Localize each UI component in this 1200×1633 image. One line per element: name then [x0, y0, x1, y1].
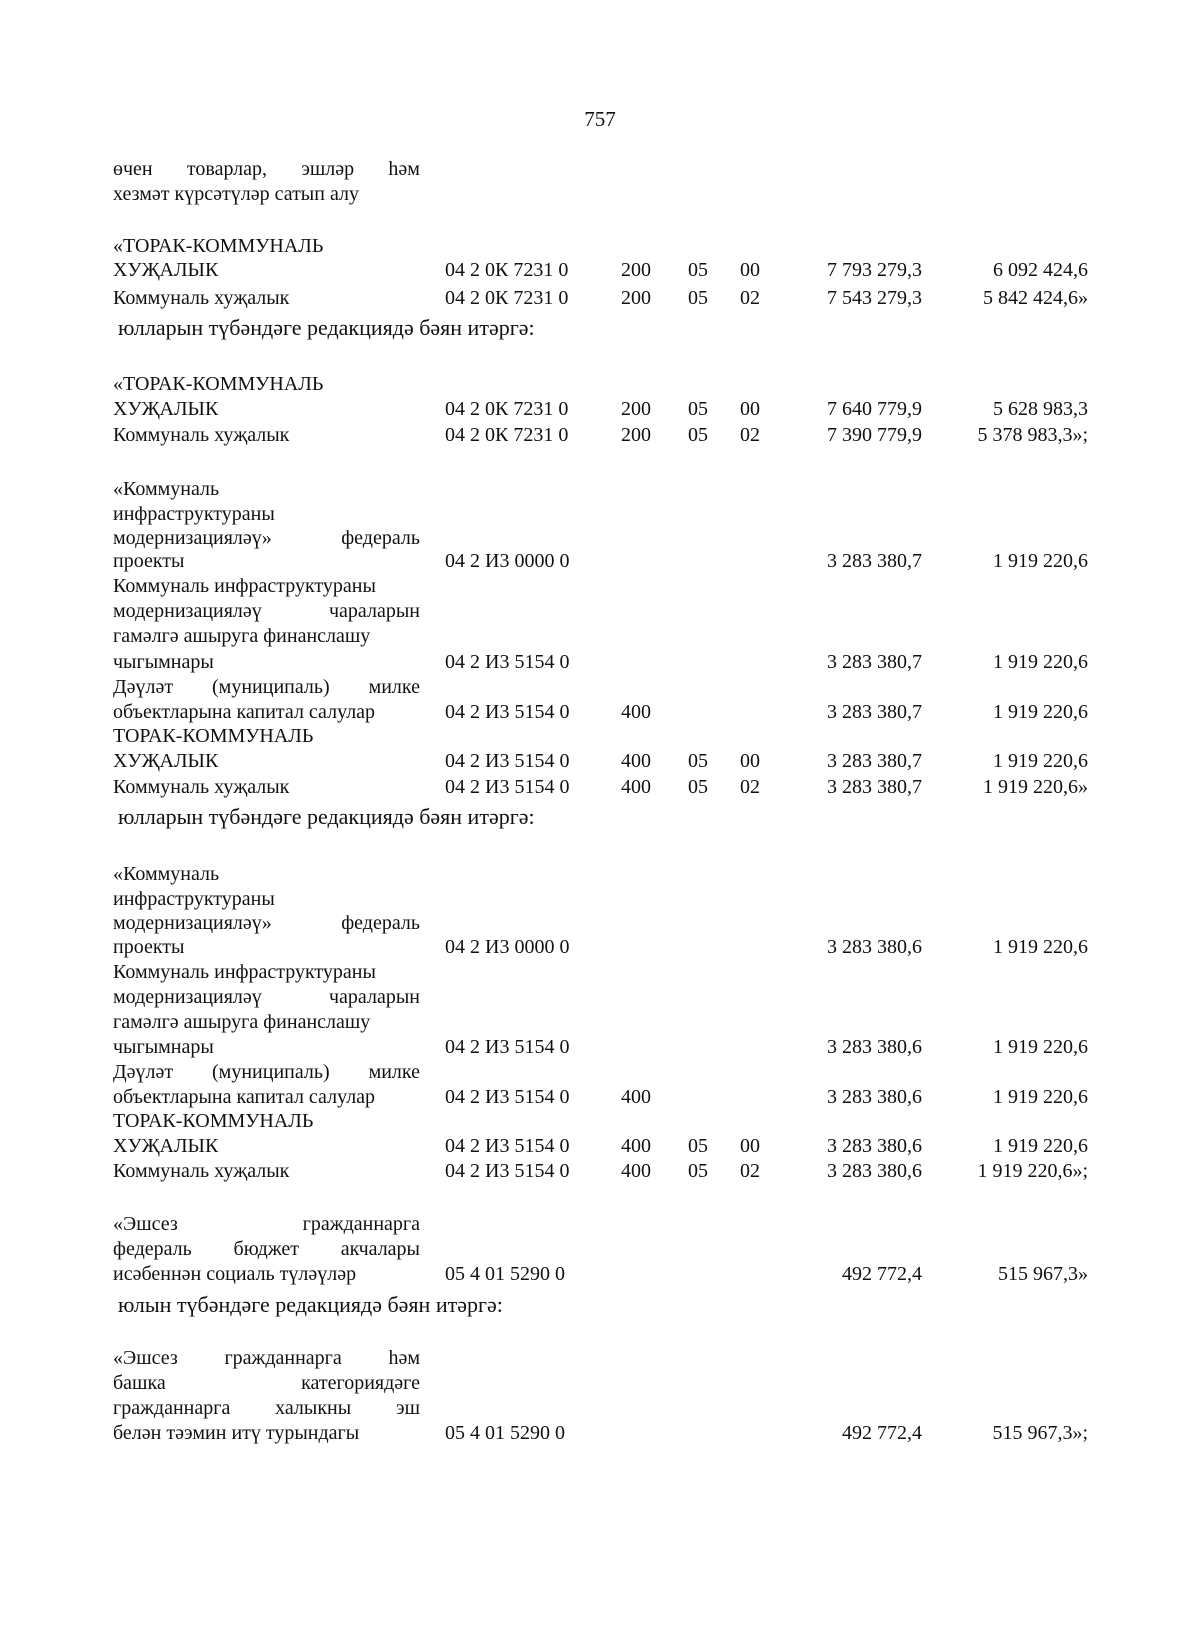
word: гражданнарга — [113, 1397, 231, 1419]
text-line — [113, 1212, 420, 1237]
table-row — [0, 397, 1200, 422]
word: башка — [113, 1372, 166, 1394]
text-line — [0, 477, 1200, 502]
row-name: Коммуналь инфраструктураны — [113, 575, 376, 597]
text-line — [0, 862, 1200, 887]
row-code: 04 2 И3 5154 0 — [445, 750, 570, 772]
table-row — [0, 749, 1200, 774]
table-row — [0, 775, 1200, 800]
word: халыкны — [275, 1397, 352, 1419]
word: чараларын — [329, 986, 420, 1008]
row-name: ТОРАК-КОММУНАЛЬ — [113, 725, 314, 747]
row-name: Коммуналь хуҗалык — [113, 1160, 290, 1182]
table-row — [0, 1159, 1200, 1184]
row-amount-2: 5 842 424,6» — [983, 287, 1088, 309]
row-amount-1: 7 793 279,3 — [827, 259, 922, 281]
table-row — [0, 286, 1200, 311]
word: «Эшсез — [113, 1347, 178, 1369]
word: «Эшсез — [113, 1213, 178, 1235]
row-amount-1: 3 283 380,6 — [827, 1086, 922, 1108]
row-rz: 05 — [688, 287, 708, 309]
page-number: 757 — [584, 107, 616, 131]
text-line — [0, 574, 1200, 599]
row-name: «Коммуналь — [113, 478, 220, 500]
row-pr: 00 — [740, 259, 760, 281]
text-line — [113, 1346, 420, 1371]
row-amount-1: 3 283 380,6 — [827, 936, 922, 958]
row-name: инфраструктураны — [113, 503, 275, 525]
word: милке — [368, 676, 420, 698]
row-rz: 05 — [688, 1160, 708, 1182]
row-name: «ТОРАК-КОММУНАЛЬ — [113, 373, 324, 395]
table-row — [0, 700, 1200, 725]
row-name: инфраструктураны — [113, 888, 275, 910]
row-vr: 400 — [621, 750, 651, 772]
row-name: хезмәт күрсәтүләр сатып алу — [113, 183, 359, 205]
word: Дәүләт — [113, 676, 174, 698]
text-line — [113, 985, 420, 1010]
word: федераль — [341, 912, 420, 934]
row-name: белән тәэмин итү турындагы — [113, 1422, 360, 1444]
text-line — [0, 624, 1200, 649]
row-amount-2: 1 919 220,6» — [983, 776, 1088, 798]
row-code: 05 4 01 5290 0 — [445, 1422, 565, 1444]
row-vr: 400 — [621, 701, 651, 723]
row-name: исәбеннән социаль түләүләр — [113, 1263, 357, 1285]
row-pr: 02 — [740, 1160, 760, 1182]
row-amount-1: 492 772,4 — [842, 1263, 922, 1285]
word: гражданнарга — [302, 1213, 420, 1235]
row-amount-2: 1 919 220,6 — [993, 1086, 1088, 1108]
row-name: ХУҖАЛЫК — [113, 750, 219, 772]
row-vr: 400 — [621, 1160, 651, 1182]
instruction: юлын түбәндәге редакциядә бәян итәргә: — [118, 1292, 503, 1317]
text-line — [113, 1371, 420, 1396]
row-name: чыгымнары — [113, 651, 214, 673]
row-amount-1: 3 283 380,7 — [827, 651, 922, 673]
word: һәм — [388, 158, 420, 180]
word: һәм — [388, 1347, 420, 1369]
row-pr: 00 — [740, 398, 760, 420]
row-amount-2: 1 919 220,6»; — [977, 1160, 1088, 1182]
row-code: 04 2 И3 0000 0 — [445, 550, 570, 572]
row-pr: 00 — [740, 750, 760, 772]
row-code: 04 2 И3 5154 0 — [445, 776, 570, 798]
row-rz: 05 — [688, 750, 708, 772]
instruction: юлларын түбәндәге редакциядә бәян итәргә: — [118, 804, 535, 829]
row-amount-2: 1 919 220,6 — [993, 1135, 1088, 1157]
row-code: 05 4 01 5290 0 — [445, 1263, 565, 1285]
row-amount-2: 1 919 220,6 — [993, 936, 1088, 958]
row-name: гамәлгә ашыруга финанслашу — [113, 625, 371, 647]
row-vr: 200 — [621, 398, 651, 420]
text-line — [0, 502, 1200, 527]
text-line — [113, 1060, 420, 1085]
text-line — [113, 599, 420, 624]
row-amount-1: 7 390 779,9 — [827, 424, 922, 446]
row-vr: 200 — [621, 287, 651, 309]
word: модернизацияләү» — [113, 527, 272, 549]
table-row — [0, 549, 1200, 574]
block1-heading — [0, 234, 1200, 259]
row-code: 04 2 И3 5154 0 — [445, 1036, 570, 1058]
row-name: ТОРАК-КОММУНАЛЬ — [113, 1110, 314, 1132]
row-name: ХУҖАЛЫК — [113, 1135, 219, 1157]
row-name: Коммуналь хуҗалык — [113, 287, 290, 309]
row-name: Коммуналь хуҗалык — [113, 776, 290, 798]
text-line — [113, 675, 420, 700]
row-name: ХУҖАЛЫК — [113, 259, 219, 281]
row-amount-2: 6 092 424,6 — [993, 259, 1088, 281]
row-amount-1: 3 283 380,7 — [827, 776, 922, 798]
row-vr: 400 — [621, 776, 651, 798]
row-rz: 05 — [688, 1135, 708, 1157]
row-name: гамәлгә ашыруга финанслашу — [113, 1011, 371, 1033]
table-row — [0, 258, 1200, 283]
word: федераль — [341, 527, 420, 549]
row-vr: 400 — [621, 1135, 651, 1157]
row-name: Коммуналь хуҗалык — [113, 424, 290, 446]
row-code: 04 2 И3 5154 0 — [445, 1135, 570, 1157]
row-amount-2: 5 378 983,3»; — [977, 424, 1088, 446]
row-amount-1: 3 283 380,6 — [827, 1135, 922, 1157]
row-rz: 05 — [688, 259, 708, 281]
row-code: 04 2 И3 5154 0 — [445, 1086, 570, 1108]
row-name: ХУҖАЛЫК — [113, 398, 219, 420]
word: эшләр — [301, 158, 355, 180]
row-code: 04 2 И3 5154 0 — [445, 651, 570, 673]
row-amount-2: 1 919 220,6 — [993, 550, 1088, 572]
intro-line-1 — [113, 157, 420, 182]
text-line — [0, 960, 1200, 985]
row-amount-1: 7 640 779,9 — [827, 398, 922, 420]
text-line — [113, 1396, 420, 1421]
row-pr: 00 — [740, 1135, 760, 1157]
row-amount-1: 3 283 380,6 — [827, 1160, 922, 1182]
word: модернизацияләү — [113, 986, 262, 1008]
word: Дәүләт — [113, 1061, 174, 1083]
word: (муниципаль) — [212, 676, 330, 698]
word: милке — [368, 1061, 420, 1083]
row-amount-1: 3 283 380,7 — [827, 750, 922, 772]
row-code: 04 2 0К 7231 0 — [445, 398, 569, 420]
row-code: 04 2 И3 0000 0 — [445, 936, 570, 958]
word: акчалары — [340, 1238, 420, 1260]
row-rz: 05 — [688, 776, 708, 798]
table-row — [0, 1262, 1200, 1287]
word: федераль — [113, 1238, 192, 1260]
table-row — [0, 1035, 1200, 1060]
word: (муниципаль) — [212, 1061, 330, 1083]
row-name: объектларына капитал салулар — [113, 701, 376, 723]
row-vr: 400 — [621, 1086, 651, 1108]
row-vr: 200 — [621, 424, 651, 446]
row-name: Коммуналь инфраструктураны — [113, 961, 376, 983]
table-row — [0, 935, 1200, 960]
row-pr: 02 — [740, 776, 760, 798]
word: бюджет — [233, 1238, 299, 1260]
word: гражданнарга — [224, 1347, 342, 1369]
row-amount-2: 1 919 220,6 — [993, 701, 1088, 723]
row-name: «Коммуналь — [113, 863, 220, 885]
row-amount-2: 1 919 220,6 — [993, 750, 1088, 772]
row-name: «ТОРАК-КОММУНАЛЬ — [113, 235, 324, 257]
row-amount-2: 1 919 220,6 — [993, 651, 1088, 673]
instruction: юлларын түбәндәге редакциядә бәян итәргә: — [118, 315, 535, 340]
text-line — [113, 911, 420, 936]
row-name: чыгымнары — [113, 1036, 214, 1058]
row-amount-1: 3 283 380,7 — [827, 701, 922, 723]
text-line — [113, 526, 420, 551]
row-code: 04 2 0К 7231 0 — [445, 259, 569, 281]
row-amount-1: 3 283 380,6 — [827, 1036, 922, 1058]
word: өчен — [113, 158, 153, 180]
word: модернизацияләү — [113, 600, 262, 622]
word: товарлар, — [186, 158, 268, 180]
row-name: объектларына капитал салулар — [113, 1086, 376, 1108]
text-line — [0, 724, 1200, 749]
row-code: 04 2 И3 5154 0 — [445, 701, 570, 723]
row-amount-2: 515 967,3» — [998, 1263, 1088, 1285]
word: модернизацияләү» — [113, 912, 272, 934]
text-line — [113, 1237, 420, 1262]
text-line — [0, 887, 1200, 912]
row-amount-2: 1 919 220,6 — [993, 1036, 1088, 1058]
row-amount-2: 5 628 983,3 — [993, 398, 1088, 420]
intro-line-2 — [0, 182, 1200, 207]
table-row — [0, 1085, 1200, 1110]
row-amount-1: 492 772,4 — [842, 1422, 922, 1444]
word: эш — [396, 1397, 420, 1419]
block2-heading — [0, 372, 1200, 397]
row-amount-2: 515 967,3»; — [992, 1422, 1088, 1444]
row-pr: 02 — [740, 287, 760, 309]
row-amount-1: 3 283 380,7 — [827, 550, 922, 572]
row-amount-1: 7 543 279,3 — [827, 287, 922, 309]
row-name: проекты — [113, 936, 185, 958]
text-line — [0, 1109, 1200, 1134]
table-row — [0, 423, 1200, 448]
row-rz: 05 — [688, 398, 708, 420]
row-rz: 05 — [688, 424, 708, 446]
text-line — [0, 1010, 1200, 1035]
row-pr: 02 — [740, 424, 760, 446]
row-code: 04 2 0К 7231 0 — [445, 287, 569, 309]
row-code: 04 2 И3 5154 0 — [445, 1160, 570, 1182]
row-name: проекты — [113, 550, 185, 572]
word: категориядәге — [301, 1372, 420, 1394]
word: чараларын — [329, 600, 420, 622]
table-row — [0, 650, 1200, 675]
table-row — [0, 1134, 1200, 1159]
row-code: 04 2 0К 7231 0 — [445, 424, 569, 446]
row-vr: 200 — [621, 259, 651, 281]
table-row — [0, 1421, 1200, 1446]
